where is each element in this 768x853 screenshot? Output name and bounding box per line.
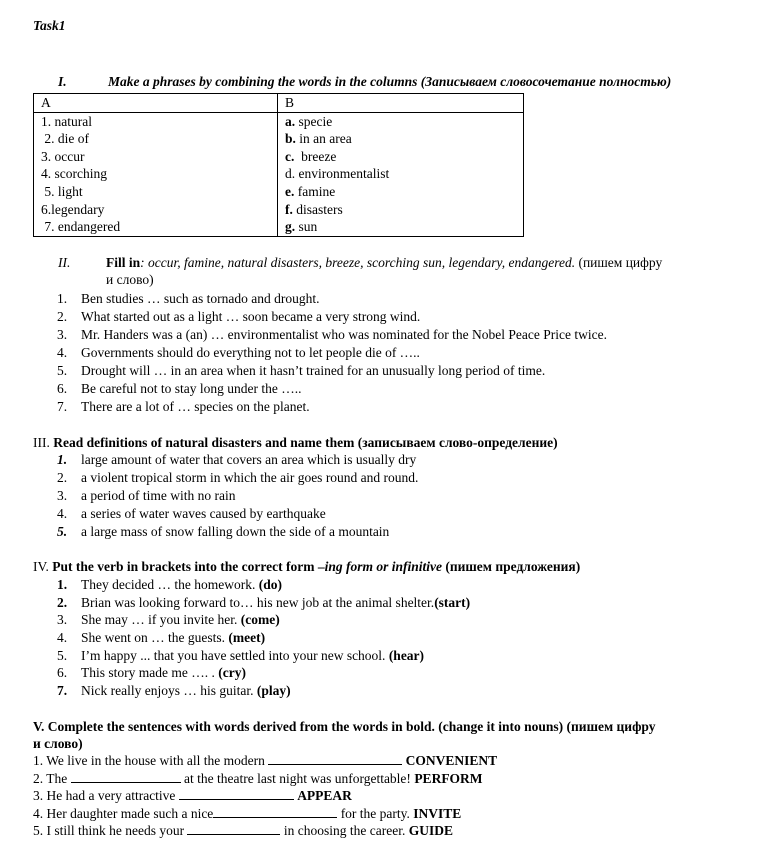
list-item: 5. I still think he needs your in choosing the career. GUIDE — [33, 823, 453, 838]
list-item: 4. Governments should do everything not to let people die of ….. — [57, 345, 420, 360]
list-item: 7. Nick really enjoys … his guitar. (play) — [57, 683, 291, 698]
column-b-item — [285, 165, 523, 183]
column-b-word: famine — [297, 183, 336, 199]
list-item: 5. I’m happy ... that you have settled into your new school. (hear) — [57, 648, 425, 663]
column-b-word: specie — [298, 113, 333, 129]
column-b-item — [285, 113, 523, 131]
list-item: 1. We live in the house with all the modern CONVENIENT — [33, 753, 498, 768]
column-b — [278, 112, 524, 236]
list-item: 2. The at the theatre last night was unforgettable! PERFORM — [33, 771, 483, 786]
section-4-heading — [33, 558, 580, 575]
column-b-letter: d. — [285, 166, 296, 182]
section-5-number: V. — [33, 719, 45, 734]
section-3-title: Read definitions of natural disasters and name them (записываем слово-определение) — [53, 435, 558, 450]
column-a-item: 5. light — [41, 183, 83, 199]
answer-blank[interactable] — [187, 823, 280, 835]
list-item: 6. Be careful not to stay long under the ….. — [57, 381, 302, 396]
column-b-item — [285, 148, 523, 166]
section-1-title: Make a phrases by combining the words in the columns (Записываем словосочетание полностью) — [108, 74, 672, 89]
column-a-item: 3. occur — [41, 148, 85, 164]
column-a-item: 7. endangered — [41, 219, 121, 235]
list-item: 3. Mr. Handers was a (an) … environmentalist who was nominated for the Nobel Peace Price twice. — [57, 327, 607, 342]
list-item: 6. This story made me …. . (cry) — [57, 665, 246, 680]
column-b-letter: a. — [285, 113, 296, 129]
column-b-letter: g. — [285, 219, 296, 235]
section-4-title: Put the verb in brackets into the correct form – — [52, 559, 325, 574]
section-3-number: III. — [33, 435, 50, 450]
answer-blank[interactable] — [71, 771, 181, 783]
column-a-item: 4. scorching — [41, 166, 107, 182]
list-item: 7. There are a lot of … species on the planet. — [57, 399, 310, 414]
list-item: 2. What started out as a light … soon became a very strong wind. — [57, 309, 421, 324]
list-item: 2. a violent tropical storm in which the air goes round and round. — [57, 470, 419, 485]
section-2-words: : occur, famine, natural disasters, breeze, scorching sun, legendary, endangered. — [140, 255, 576, 270]
section-2-note-cont: и слово) — [106, 272, 154, 287]
list-item: 4. She went on … the guests. (meet) — [57, 630, 266, 645]
column-b-letter: f. — [285, 201, 293, 217]
list-item: 1. Ben studies … such as tornado and drought. — [57, 291, 320, 306]
answer-blank[interactable] — [268, 753, 402, 765]
column-a-item: 6.legendary — [41, 201, 105, 217]
list-item: 4. Her daughter made such a nice for the party. INVITE — [33, 806, 462, 821]
answer-blank[interactable] — [213, 806, 337, 818]
section-4-number: IV. — [33, 559, 49, 574]
list-item: 1. large amount of water that covers an area which is usually dry — [57, 452, 417, 467]
list-item: 3. a period of time with no rain — [57, 488, 236, 503]
section-5-heading — [33, 718, 656, 735]
column-b-word: sun — [298, 219, 318, 235]
column-a — [34, 112, 278, 236]
column-b-item — [285, 183, 523, 201]
section-2-lead: Fill in — [106, 255, 141, 270]
column-b-item — [285, 201, 523, 219]
list-item: 3. He had a very attractive APPEAR — [33, 788, 352, 803]
list-item: 1. They decided … the homework. (do) — [57, 577, 282, 592]
column-b-item — [285, 218, 523, 236]
column-a-header: A — [34, 94, 278, 113]
section-2-note: (пишем цифру — [578, 255, 663, 270]
column-b-word: breeze — [297, 148, 337, 164]
section-4-note: (пишем предложения) — [445, 559, 581, 574]
list-item: 5. a large mass of snow falling down the side of a mountain — [57, 524, 390, 539]
list-item: 2. Brian was looking forward to… his new job at the animal shelter.(start) — [57, 595, 471, 610]
section-3-heading — [33, 434, 558, 451]
column-b-item — [285, 130, 523, 148]
list-item: 5. Drought will … in an area when it hasn’t trained for an unusually long period of time. — [57, 363, 546, 378]
answer-blank[interactable] — [179, 788, 294, 800]
column-b-header: B — [278, 94, 524, 113]
section-2-number: II. — [58, 255, 71, 270]
section-2-title — [106, 254, 662, 271]
matching-table — [33, 93, 524, 237]
section-4-title-italic: ing form or infinitive — [324, 559, 442, 574]
list-item: 4. a series of water waves caused by earthquake — [57, 506, 326, 521]
column-a-item: 2. die of — [41, 131, 89, 147]
section-1-number: I. — [58, 74, 67, 89]
column-b-word: in an area — [299, 131, 352, 147]
column-a-item: 1. natural — [41, 113, 92, 129]
column-b-letter: c. — [285, 148, 295, 164]
column-b-word: disasters — [296, 201, 343, 217]
section-5-title-cont: и слово) — [33, 736, 83, 751]
column-b-word: environmentalist — [298, 166, 390, 182]
task-title: Task1 — [33, 18, 66, 33]
column-b-letter: e. — [285, 183, 295, 199]
list-item: 3. She may … if you invite her. (come) — [57, 612, 280, 627]
column-b-letter: b. — [285, 131, 296, 147]
section-5-title: Complete the sentences with words derived from the words in bold. (change it into nouns) (пишем цифру — [47, 719, 656, 734]
